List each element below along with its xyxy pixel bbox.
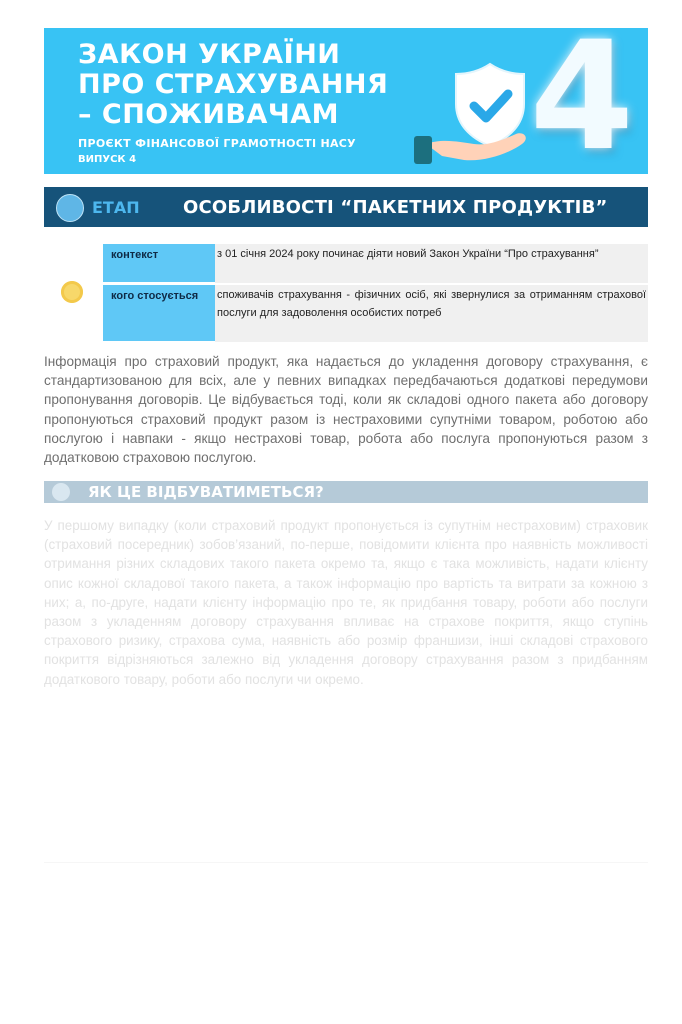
stage-bar	[44, 187, 648, 227]
banner-issue: ВИПУСК 4	[78, 154, 137, 165]
stage-icon	[56, 194, 84, 222]
context-key: контекст	[103, 244, 215, 282]
section-header	[44, 481, 648, 503]
coin-icon	[61, 281, 83, 303]
issue-number-graphic: 4	[529, 28, 634, 174]
stage-title: ОСОБЛИВОСТІ “ПАКЕТНИХ ПРОДУКТІВ”	[183, 197, 608, 218]
section-title: ЯК ЦЕ ВІДБУВАТИМЕТЬСЯ?	[88, 483, 324, 501]
section-icon	[52, 483, 70, 501]
context-value: споживачів страхування - фізичних осіб, які звернулися за отриманням страхової послуги для задоволення особистих потреб	[215, 285, 648, 342]
context-row	[103, 283, 648, 342]
divider	[44, 862, 648, 863]
banner-project: ПРОЄКТ ФІНАНСОВОЇ ГРАМОТНОСТІ НАСУ	[78, 137, 356, 150]
header-banner	[44, 28, 648, 174]
context-table	[103, 244, 648, 342]
context-key: кого стосується	[103, 285, 215, 341]
shield-hand-icon	[412, 58, 562, 168]
banner-title: ЗАКОН УКРАЇНИ ПРО СТРАХУВАННЯ – СПОЖИВАЧАМ	[78, 39, 389, 130]
stage-label: ЕТАП	[92, 198, 140, 217]
intro-paragraph: Інформація про страховий продукт, яка надається до укладення договору страхування, є стандартизованою для всіх, але у певних випадках передбачаються додаткові передумови пропонування договорів. Це відбувається тоді, коли як складові одного пакета або договору пропонуються страховий продукт разом із нестраховими супутніми товаром, роботою або послугою і навпаки - якщо нестрахові товар, робота або послуга пропонуються разом з додатковою страховою послугою.	[44, 354, 648, 466]
context-row	[103, 244, 648, 283]
context-value: з 01 січня 2024 року починає діяти новий Закон України “Про страхування”	[215, 244, 648, 283]
faded-paragraph: У першому випадку (коли страховий продукт пропонується із супутнім нестраховим) страховик (страховий посередник) зобов’язаний, по-перше, повідомити клієнта про наявність можливості отримання різних складових такого пакета окремо та, якщо є така можливість, надати клієнту опис кожної складової такого пакета, а також інформацію про вартість та витрати за кожною з них; а, по-друге, надати клієнту інформацію про те, як придбання товару, роботи або послуги разом з укладенням договору страхування впливає на страхове покриття, якщо ступінь страхового ризику, страхова сума, наявність або розмір франшизи, інші складові страхового покриття відрізняються залежно від укладення договору страхування разом з придбанням додаткового товару, роботи або послуги чи окремо.	[44, 518, 648, 687]
